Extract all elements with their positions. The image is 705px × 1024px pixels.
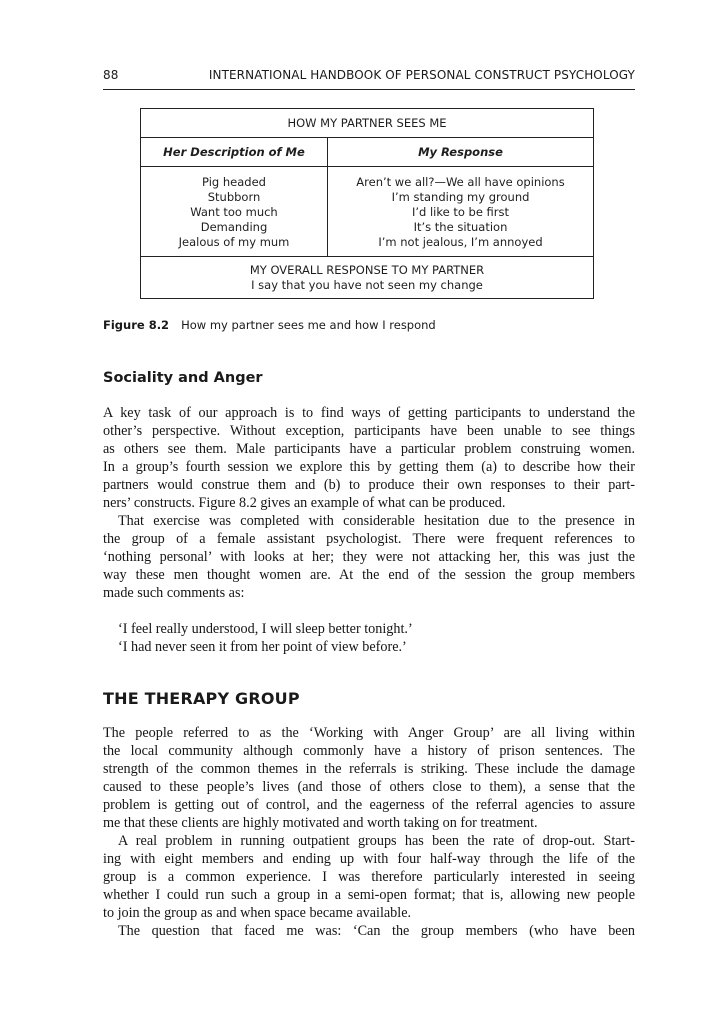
- overall-response: [141, 257, 593, 298]
- text-line: The people referred to as the ‘Working with Anger Group’ are all living within: [103, 725, 635, 741]
- col-header-description: Her Description of Me: [163, 145, 305, 159]
- response-item: It’s the situation: [413, 220, 508, 234]
- figure-title: HOW MY PARTNER SEES ME: [141, 109, 593, 138]
- overall-title: MY OVERALL RESPONSE TO MY PARTNER: [249, 263, 485, 277]
- quote-line: ‘I feel really understood, I will sleep better tonight.’: [118, 621, 413, 637]
- text-line: way these men thought women are. At the end of the session the group members: [103, 567, 635, 583]
- response-item: I’m not jealous, I’m annoyed: [378, 235, 543, 249]
- text-line: group is a common experience. I was therefore particularly interested in seeing: [103, 869, 635, 885]
- description-item: Pig headed: [202, 175, 266, 189]
- response-item: Aren’t we all?—We all have opinions: [356, 175, 565, 189]
- text-line: as others see them. Male participants have a particular problem construing women.: [103, 441, 635, 457]
- text-line: whether I could run such a group in a semi-open format; that is, allowing new people: [103, 887, 635, 903]
- text-line: the local community although commonly have a history of prison sentences. The: [103, 743, 635, 759]
- description-list: [141, 175, 327, 250]
- text-line: ing with eight members and ending up with four half-way through the life of the: [103, 851, 635, 867]
- caption-text: How my partner sees me and how I respond: [181, 318, 436, 332]
- response-item: I’m standing my ground: [391, 190, 530, 204]
- figure-box: [140, 108, 594, 299]
- figure-caption: [103, 318, 436, 332]
- text-line: caused to these people’s lives (and those of others close to them), a sense that the: [103, 779, 635, 795]
- overall-text: I say that you have not seen my change: [251, 278, 483, 292]
- header-rule: [103, 89, 635, 90]
- text-line: A real problem in running outpatient groups has been the rate of drop-out. Start-: [118, 833, 635, 849]
- text-line: The question that faced me was: ‘Can the group members (who have been: [118, 923, 635, 939]
- quote-line: ‘I had never seen it from her point of view before.’: [118, 639, 407, 655]
- text-line: That exercise was completed with considerable hesitation due to the presence in: [118, 513, 635, 529]
- text-line: problem is getting out of control, and the eagerness of the referral agencies to assure: [103, 797, 635, 813]
- text-line: made such comments as:: [103, 585, 245, 601]
- text-line: In a group’s fourth session we explore this by getting them (a) to describe how their: [103, 459, 635, 475]
- section-heading-sociality: Sociality and Anger: [103, 370, 263, 386]
- running-title: INTERNATIONAL HANDBOOK OF PERSONAL CONSTRUCT PSYCHOLOGY: [208, 68, 635, 82]
- text-line: A key task of our approach is to find ways of getting participants to understand the: [103, 405, 635, 421]
- col-header-response: My Response: [418, 145, 503, 159]
- caption-label: Figure 8.2: [103, 318, 170, 332]
- text-line: other’s perspective. Without exception, participants have been unable to see things: [103, 423, 635, 439]
- text-line: to join the group as and when space became available.: [103, 905, 412, 921]
- text-line: ‘nothing personal’ with looks at her; they were not attacking her, this was just the: [103, 549, 635, 565]
- description-item: Jealous of my mum: [178, 235, 290, 249]
- description-item: Demanding: [200, 220, 268, 234]
- text-line: ners’ constructs. Figure 8.2 gives an example of what can be produced.: [103, 495, 506, 511]
- text-line: the group of a female assistant psychologist. There were frequent references to: [103, 531, 635, 547]
- page-number: 88: [103, 68, 119, 82]
- text-line: partners would construe them and (b) to produce their own responses to their part-: [103, 477, 635, 493]
- running-header: [103, 68, 635, 88]
- response-list: [328, 175, 593, 250]
- figure-body: [141, 167, 593, 257]
- figure-column-headers: [141, 138, 593, 167]
- column-divider: [327, 138, 328, 257]
- text-line: me that these clients are highly motivated and worth taking on for treatment.: [103, 815, 538, 831]
- description-item: Stubborn: [207, 190, 261, 204]
- section-heading-therapy: THE THERAPY GROUP: [103, 689, 300, 708]
- response-item: I’d like to be first: [411, 205, 510, 219]
- text-line: strength of the common themes in the referrals is striking. These include the damage: [103, 761, 635, 777]
- description-item: Want too much: [190, 205, 278, 219]
